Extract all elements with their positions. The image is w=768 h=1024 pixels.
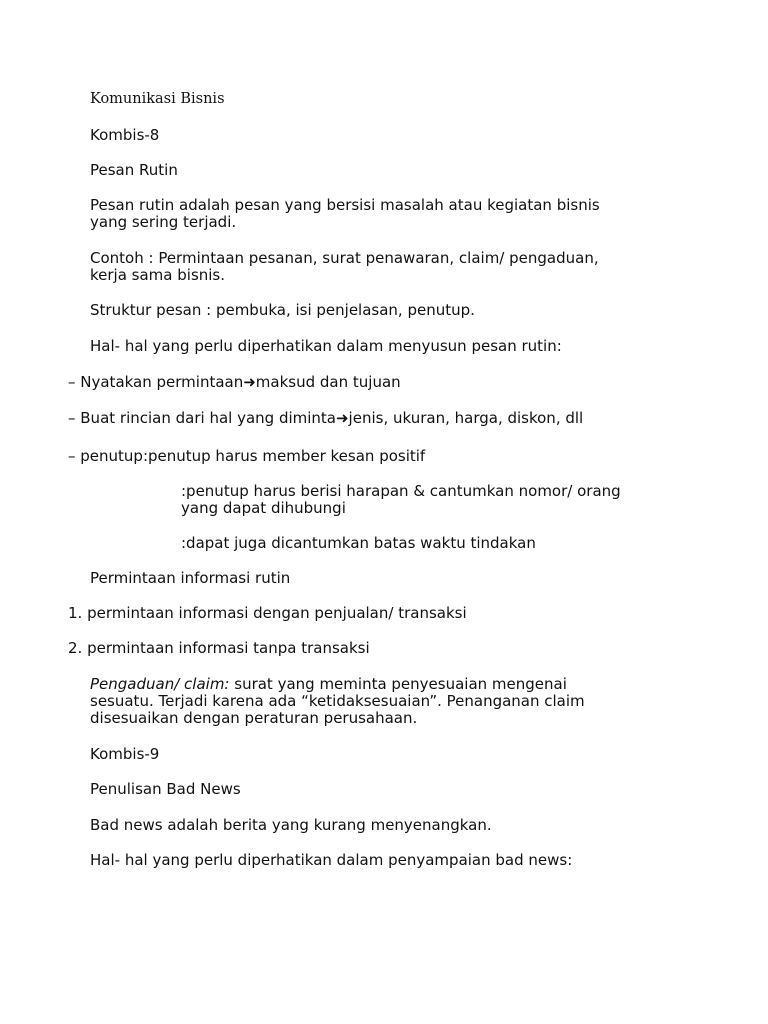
bullet-item: – Buat rincian dari hal yang diminta➜jenis, ukuran, harga, diskon, dll	[68, 409, 584, 427]
claim-text: surat yang meminta penyesuaian mengenai	[229, 675, 567, 693]
paragraph-line: yang sering terjadi.	[90, 213, 237, 231]
bullet-item: – Nyatakan permintaan➜maksud dan tujuan	[68, 373, 401, 391]
numbered-item: 2. permintaan informasi tanpa transaksi	[68, 639, 370, 657]
heading-permintaan-informasi: Permintaan informasi rutin	[90, 569, 291, 587]
paragraph-line: Pesan rutin adalah pesan yang bersisi masalah atau kegiatan bisnis	[90, 196, 600, 214]
paragraph-line: Hal- hal yang perlu diperhatikan dalam menyusun pesan rutin:	[90, 337, 562, 355]
bullet-item: – penutup:penutup harus member kesan positif	[68, 447, 426, 465]
sub-item-line: :dapat juga dicantumkan batas waktu tindakan	[181, 534, 536, 552]
claim-term: Pengaduan/ claim:	[90, 675, 230, 693]
heading-pesan-rutin: Pesan Rutin	[90, 161, 178, 179]
paragraph-line: kerja sama bisnis.	[90, 266, 226, 284]
document-title: Komunikasi Bisnis	[90, 91, 225, 107]
section-label: Kombis-9	[90, 745, 160, 763]
paragraph-line: Bad news adalah berita yang kurang menyenangkan.	[90, 816, 492, 834]
paragraph-line: Hal- hal yang perlu diperhatikan dalam penyampaian bad news:	[90, 851, 573, 869]
paragraph-line: Struktur pesan : pembuka, isi penjelasan, penutup.	[90, 301, 475, 319]
numbered-item: 1. permintaan informasi dengan penjualan/ transaksi	[68, 604, 467, 622]
paragraph-line: disesuaikan dengan peraturan perusahaan.	[90, 709, 418, 727]
heading-bad-news: Penulisan Bad News	[90, 780, 241, 798]
sub-item-line: yang dapat dihubungi	[181, 499, 346, 517]
section-label: Kombis-8	[90, 126, 160, 144]
paragraph-line	[90, 676, 567, 694]
sub-item-line: :penutup harus berisi harapan & cantumkan nomor/ orang	[181, 482, 621, 500]
paragraph-line: Contoh : Permintaan pesanan, surat penawaran, claim/ pengaduan,	[90, 249, 599, 267]
paragraph-line: sesuatu. Terjadi karena ada “ketidaksesuaian”. Penanganan claim	[90, 692, 585, 710]
